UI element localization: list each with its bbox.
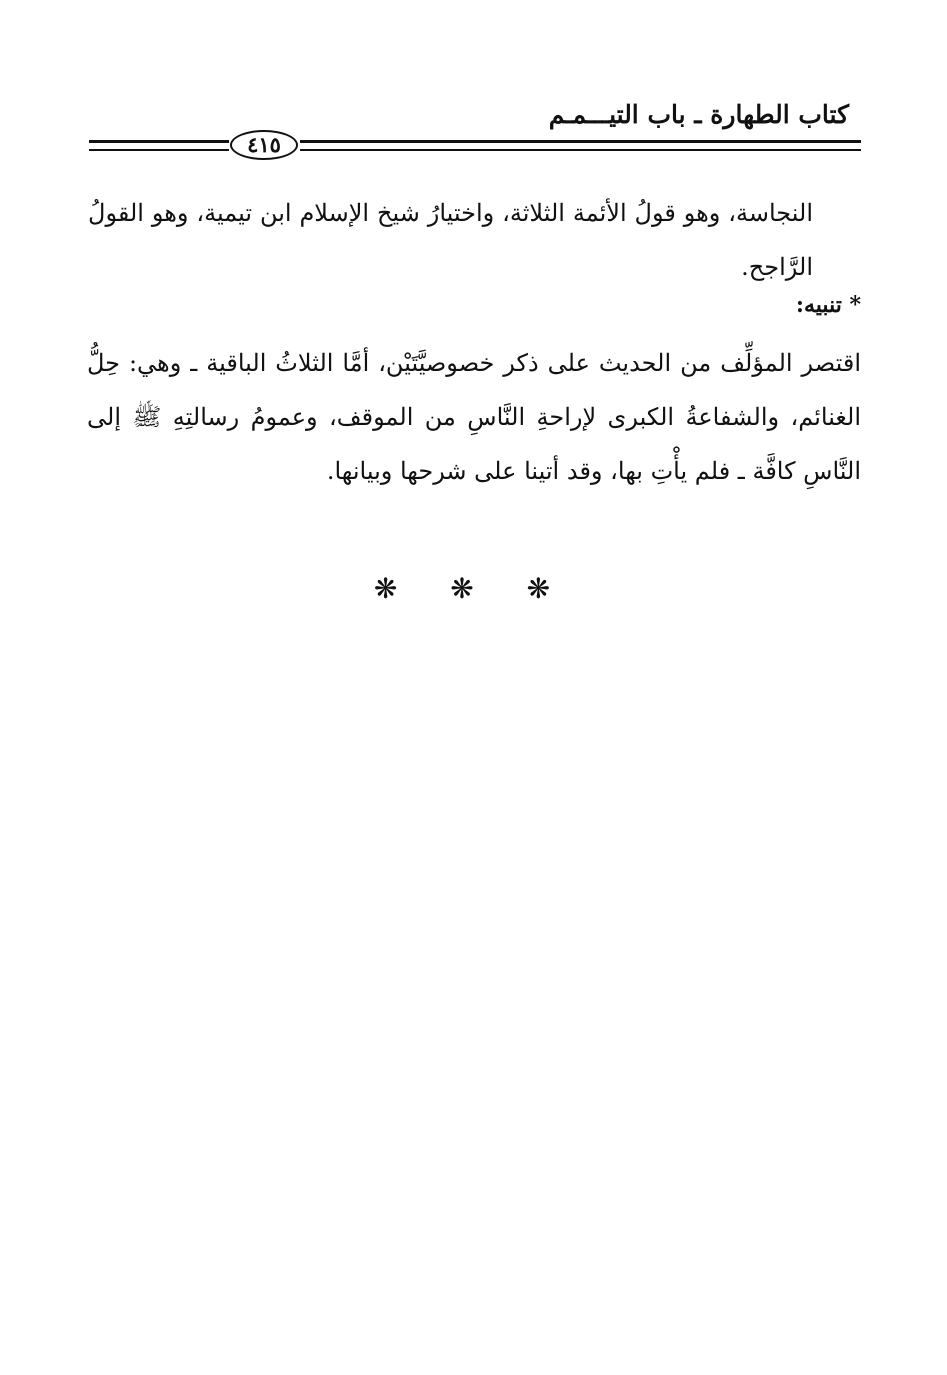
section-separator: ❋ ❋ ❋ [373, 572, 573, 605]
header-rule-right [300, 140, 861, 151]
note-heading: * تنبيه: [795, 292, 861, 318]
running-header-title: كتاب الطهارة ـ باب التيـــمـم [548, 100, 849, 129]
paragraph-note: اقتصر المؤلِّف من الحديث على ذكر خصوصيَّتَيْن، أمَّا الثلاثُ الباقية ـ وهي: حِلُّ الغنائم، والشفاعةُ الكبرى لإراحةِ النَّاسِ من الموقف، وعمومُ رسالتِهِ ﷺ إلى النَّاسِ كافَّة ـ فلم يأْتِ بها، وقد أتينا على شرحها وبيانها. [87, 349, 861, 485]
page-number: ٤١٥ [230, 130, 298, 160]
header-rule-left [89, 140, 229, 151]
paragraph-conclusion: النجاسة، وهو قولُ الأئمة الثلاثة، واختيارُ شيخ الإسلام ابن تيمية، وهو القولُ الرَّاجح. [88, 199, 813, 281]
